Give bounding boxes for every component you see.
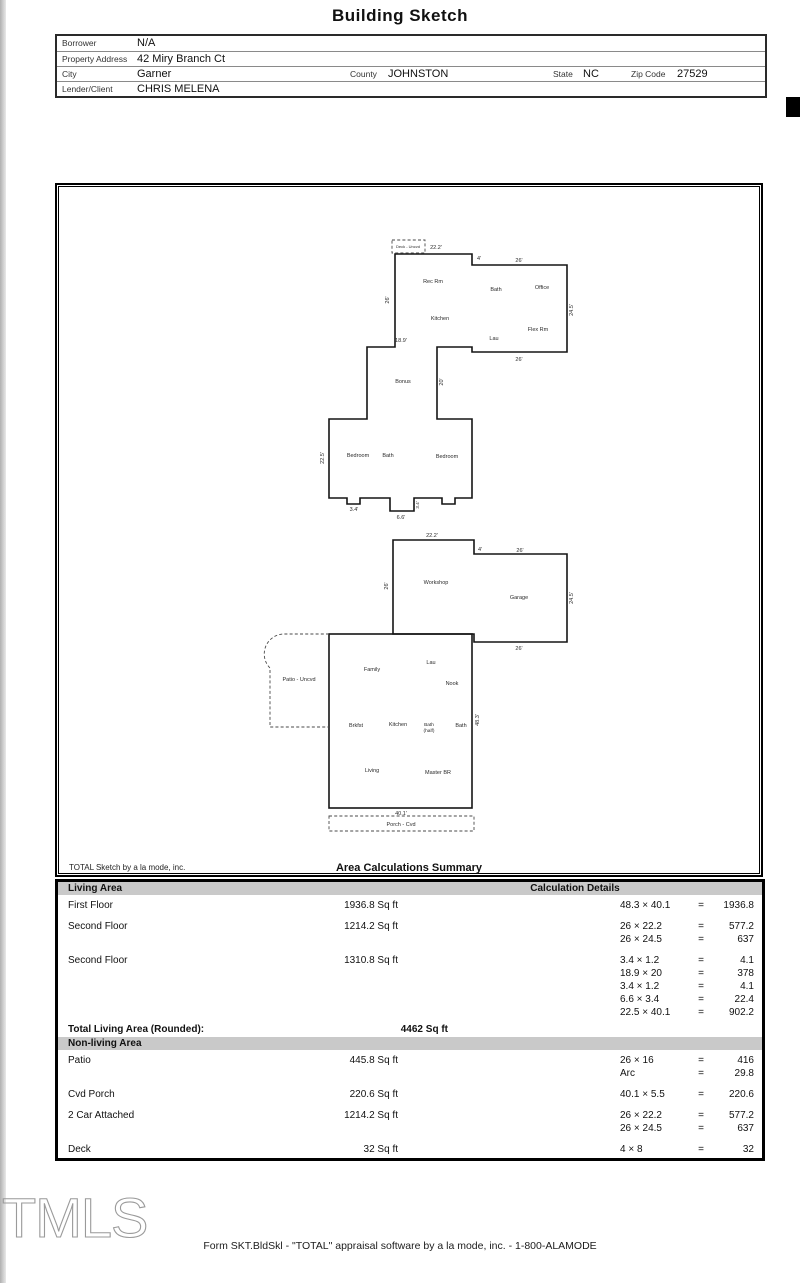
sketch-label: Nook: [445, 681, 459, 687]
area-row: [58, 899, 762, 912]
page-title: Building Sketch: [332, 6, 468, 25]
city-label: City: [62, 69, 77, 79]
sketch-label: 40.1': [395, 811, 407, 817]
sketch-label: (half): [423, 729, 435, 734]
area-row: [58, 954, 762, 1019]
sketch-label: 48.3': [475, 714, 481, 726]
sketch-label: 26': [385, 296, 391, 304]
tmls-watermark: TMLS: [2, 1186, 148, 1249]
area-row-name: Second Floor: [68, 955, 128, 966]
area-row-sqft: 1936.8 Sq ft: [344, 900, 398, 911]
sketch-label: 26': [515, 357, 523, 363]
sketch-label: Living: [364, 768, 380, 774]
info-row-borrower: [57, 36, 765, 51]
property-info-table: [55, 34, 767, 98]
sketch-label: Office: [534, 285, 550, 291]
sketch-label: 20': [439, 378, 445, 386]
lender-label: Lender/Client: [62, 84, 113, 94]
sketch-label: 22.2': [426, 533, 438, 539]
state-value: NC: [583, 68, 599, 80]
area-row-sqft: 1310.8 Sq ft: [344, 955, 398, 966]
sketch-label: Porch - Cvd: [386, 822, 416, 828]
area-row-calcs: [620, 899, 754, 912]
scan-edge-strip: [0, 0, 6, 1283]
sketch-label: 24.5': [569, 304, 575, 316]
sketch-label: 26': [515, 258, 523, 264]
area-row-calcs: [620, 1088, 754, 1101]
calc-line: 48.3 × 40.1 = 1936.8: [620, 900, 754, 911]
sketch-label: Lau: [489, 336, 499, 342]
sketch-label: Brkfst: [348, 723, 364, 729]
sketch-label: Bedroom: [435, 454, 459, 460]
area-row-name: Cvd Porch: [68, 1089, 115, 1100]
area-row-sqft: 1214.2 Sq ft: [344, 921, 398, 932]
sketch-label: Bedroom: [346, 453, 370, 459]
total-living-area-row: [58, 1023, 762, 1036]
nonliving-area-header-bar: [58, 1037, 762, 1050]
total-living-value: 4462 Sq ft: [400, 1024, 448, 1035]
area-row-name: Deck: [68, 1144, 91, 1155]
area-row: [58, 1054, 762, 1080]
nonliving-area-header: Non-living Area: [68, 1038, 142, 1049]
calc-line: 3.4 × 1.2 = 4.1: [620, 981, 754, 992]
living-rows: [58, 899, 762, 1019]
info-row-lender: [57, 81, 765, 96]
calc-line: 22.5 × 40.1 = 902.2: [620, 1007, 754, 1018]
sketch-label: Rec Rm: [423, 279, 443, 285]
address-value: 42 Miry Branch Ct: [137, 53, 226, 65]
borrower-label: Borrower: [62, 38, 97, 48]
sketch-label: 3.4': [415, 501, 420, 509]
sketch-label: 24.5': [569, 592, 575, 604]
area-calculations-table: [55, 879, 765, 1161]
area-row-name: 2 Car Attached: [68, 1110, 135, 1121]
state-label: State: [553, 69, 573, 79]
sketch-label: Lau: [426, 660, 436, 666]
sketch-label: Bonus: [395, 379, 411, 385]
area-row-sqft: 1214.2 Sq ft: [344, 1110, 398, 1121]
zip-value: 27529: [677, 68, 708, 80]
zip-label: Zip Code: [631, 69, 666, 79]
sketch-label: Bath: [382, 453, 394, 459]
area-row-name: First Floor: [68, 900, 113, 911]
first-floor-outline: [329, 634, 472, 808]
form-footer: Form SKT.BldSkl - "TOTAL" appraisal software by a la mode, inc. - 1-800-ALAMODE: [203, 1240, 597, 1252]
calc-line: 4 × 8 = 32: [620, 1144, 754, 1155]
area-row-calcs: [620, 1143, 754, 1156]
area-row: [58, 1088, 762, 1101]
sketch-label: 18.9': [395, 338, 407, 344]
sketch-credit: TOTAL Sketch by a la mode, inc.: [69, 863, 186, 872]
lender-value: CHRIS MELENA: [137, 83, 220, 95]
second-floor-outline: [329, 254, 567, 511]
sketch-label: Master BR: [425, 770, 451, 776]
calc-line: 26 × 22.2 = 577.2: [620, 1110, 754, 1121]
calc-line: 40.1 × 5.5 = 220.6: [620, 1089, 754, 1100]
sketch-label: Deck - Uncvd: [395, 244, 421, 249]
county-value: JOHNSTON: [388, 68, 449, 80]
address-label: Property Address: [62, 54, 128, 64]
garage-workshop-outline: [393, 540, 567, 642]
sketch-label: Bath: [490, 287, 502, 293]
area-row-sqft: 445.8 Sq ft: [349, 1055, 398, 1066]
calculation-details-header: Calculation Details: [530, 883, 620, 894]
area-row-calcs: [620, 1054, 754, 1080]
sketch-label: 6.6': [396, 515, 406, 521]
sketch-label: Garage: [509, 595, 529, 601]
calc-line: 26 × 24.5 = 637: [620, 934, 754, 945]
area-row: [58, 1109, 762, 1135]
sketch-label: Workshop: [423, 580, 449, 586]
nonliving-rows: [58, 1054, 762, 1156]
calc-line: 18.9 × 20 = 378: [620, 968, 754, 979]
calc-line: 6.6 × 3.4 = 22.4: [620, 994, 754, 1005]
area-row: [58, 1143, 762, 1156]
calc-line: Arc = 29.8: [620, 1068, 754, 1079]
sketch-label: 26': [384, 582, 390, 590]
living-area-header: Living Area: [68, 883, 123, 894]
city-value: Garner: [137, 68, 172, 80]
area-row-sqft: 32 Sq ft: [363, 1144, 398, 1155]
sketch-label: Family: [363, 667, 381, 673]
building-sketch-panel: [55, 183, 763, 877]
sketch-label: 22.5': [320, 452, 326, 464]
sketch-label: 3.4': [349, 507, 359, 513]
area-row-name: Second Floor: [68, 921, 128, 932]
area-row-sqft: 220.6 Sq ft: [349, 1089, 398, 1100]
info-row-city: [57, 66, 765, 81]
sketch-labels: [282, 244, 575, 828]
sketch-label: Kitchen: [430, 316, 450, 322]
living-area-header-bar: [58, 882, 762, 895]
calc-line: 3.4 × 1.2 = 4.1: [620, 955, 754, 966]
sketch-label: 4': [476, 256, 482, 262]
sketch-label: 26': [516, 548, 524, 554]
sketch-label: Patio - Uncvd: [282, 677, 316, 683]
sketch-label: Flex Rm: [527, 327, 549, 333]
county-label: County: [350, 69, 377, 79]
sketch-label: 26': [515, 646, 523, 652]
sketch-label: Bath: [424, 723, 434, 728]
area-row-calcs: [620, 1109, 754, 1135]
scan-artifact: [786, 97, 800, 117]
area-row-calcs: [620, 920, 754, 946]
calc-line: 26 × 24.5 = 637: [620, 1123, 754, 1134]
floor-plan-svg: [60, 188, 762, 876]
borrower-value: N/A: [137, 37, 156, 49]
sketch-label: Kitchen: [388, 722, 408, 728]
calc-line: 26 × 16 = 416: [620, 1055, 754, 1066]
area-calculations-title: Area Calculations Summary: [335, 862, 483, 874]
area-row-name: Patio: [68, 1055, 91, 1066]
total-living-label: Total Living Area (Rounded):: [68, 1024, 205, 1035]
info-row-address: [57, 51, 765, 66]
calc-line: 26 × 22.2 = 577.2: [620, 921, 754, 932]
sketch-label: Bath: [455, 723, 467, 729]
sketch-label: 4': [477, 547, 483, 553]
area-row-calcs: [620, 954, 754, 1019]
sketch-label: 22.2': [430, 245, 442, 251]
area-row: [58, 920, 762, 946]
